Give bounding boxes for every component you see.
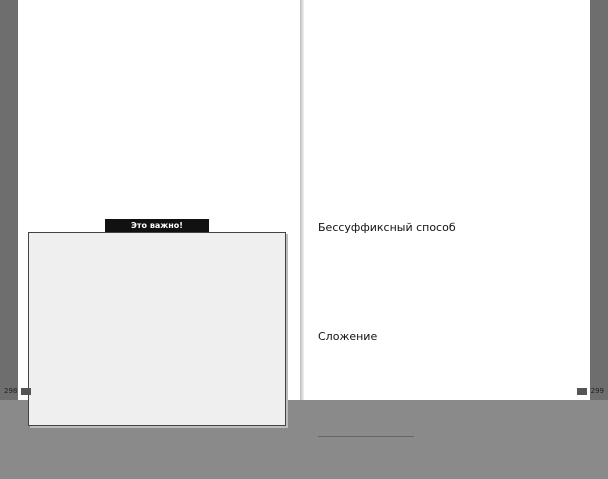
text-line: [318, 424, 576, 433]
left-page: [0, 0, 300, 400]
footnotes: [318, 440, 576, 474]
page-number: 299: [590, 387, 604, 395]
note-line: [35, 297, 279, 305]
note-line: [35, 407, 279, 415]
text-line: [318, 293, 576, 302]
important-note: [28, 219, 286, 426]
note-line: [35, 387, 279, 395]
text-line: [28, 468, 286, 477]
left-section-text: [28, 435, 286, 477]
page-corner-marker: [21, 388, 31, 395]
text-line: [318, 249, 576, 258]
right-section2-text: [318, 347, 576, 433]
text-line: [28, 118, 286, 127]
text-line: [28, 140, 286, 149]
text-line: [318, 402, 576, 411]
note-line: [35, 377, 279, 385]
footnote-line: [318, 467, 576, 474]
note-line: [35, 257, 279, 265]
note-line: [35, 307, 279, 315]
heading-compounding: Сложение: [318, 330, 378, 343]
text-line: [28, 85, 286, 94]
important-note-title: Это важно!: [105, 219, 209, 232]
left-side-label: [3, 8, 15, 158]
note-line: [35, 287, 279, 295]
footnote-divider: [318, 436, 414, 437]
right-side-tab: [590, 0, 608, 400]
text-line: [318, 140, 576, 149]
right-page: [304, 0, 608, 400]
text-line: [318, 173, 576, 182]
text-line: [318, 184, 576, 193]
text-line: [28, 41, 286, 50]
text-line: [318, 63, 576, 72]
text-line: [318, 19, 576, 28]
text-line: [28, 96, 286, 105]
text-line: [318, 8, 576, 17]
text-line: [318, 358, 576, 367]
text-line: [318, 260, 576, 269]
text-line: [28, 173, 286, 182]
text-line: [28, 63, 286, 72]
text-line: [318, 282, 576, 291]
right-top-text: [318, 8, 576, 215]
left-column: [28, 8, 286, 479]
right-column: [318, 8, 576, 476]
note-line: [35, 397, 279, 405]
text-line: [28, 435, 286, 444]
right-section1-text: [318, 238, 576, 324]
text-line: [28, 74, 286, 83]
note-line: [35, 277, 279, 285]
text-line: [318, 52, 576, 61]
text-line: [28, 446, 286, 455]
text-line: [318, 206, 576, 215]
note-line: [35, 327, 279, 335]
text-line: [28, 8, 286, 17]
text-line: [28, 162, 286, 171]
note-line: [35, 267, 279, 275]
footnote-line: [318, 440, 576, 447]
text-line: [28, 129, 286, 138]
text-line: [318, 271, 576, 280]
text-line: [318, 96, 576, 105]
note-line: [35, 237, 279, 245]
note-line: [35, 367, 279, 375]
text-line: [318, 347, 576, 356]
text-line: [28, 19, 286, 28]
note-line: [35, 347, 279, 355]
text-line: [318, 151, 576, 160]
text-line: [318, 315, 576, 324]
text-line: [28, 52, 286, 61]
text-line: [318, 41, 576, 50]
text-line: [318, 162, 576, 171]
text-line: [318, 107, 576, 116]
left-side-tab: [0, 0, 18, 400]
text-line: [318, 238, 576, 247]
text-line: [28, 184, 286, 193]
page-number: 298: [4, 387, 18, 395]
heading-suffixless-method: Бессуффиксный способ: [318, 221, 456, 234]
text-line: [318, 304, 576, 313]
footnote-line: [318, 449, 576, 456]
note-line: [35, 337, 279, 345]
text-line: [318, 391, 576, 400]
text-line: [28, 457, 286, 466]
text-line: [28, 195, 286, 204]
text-line: [28, 206, 286, 215]
page-corner-marker: [577, 388, 587, 395]
text-line: [318, 195, 576, 204]
right-side-label: [593, 8, 605, 158]
footnote-line: [318, 458, 576, 465]
text-line: [28, 107, 286, 116]
text-line: [318, 380, 576, 389]
important-note-body: [28, 232, 286, 426]
text-line: [28, 151, 286, 160]
note-line: [35, 357, 279, 365]
text-line: [318, 74, 576, 83]
text-line: [318, 369, 576, 378]
left-intro-text: [28, 8, 286, 215]
note-line: [35, 247, 279, 255]
text-line: [318, 118, 576, 127]
text-line: [318, 30, 576, 39]
text-line: [318, 85, 576, 94]
text-line: [28, 30, 286, 39]
text-line: [318, 413, 576, 422]
note-line: [35, 317, 279, 325]
text-line: [318, 129, 576, 138]
